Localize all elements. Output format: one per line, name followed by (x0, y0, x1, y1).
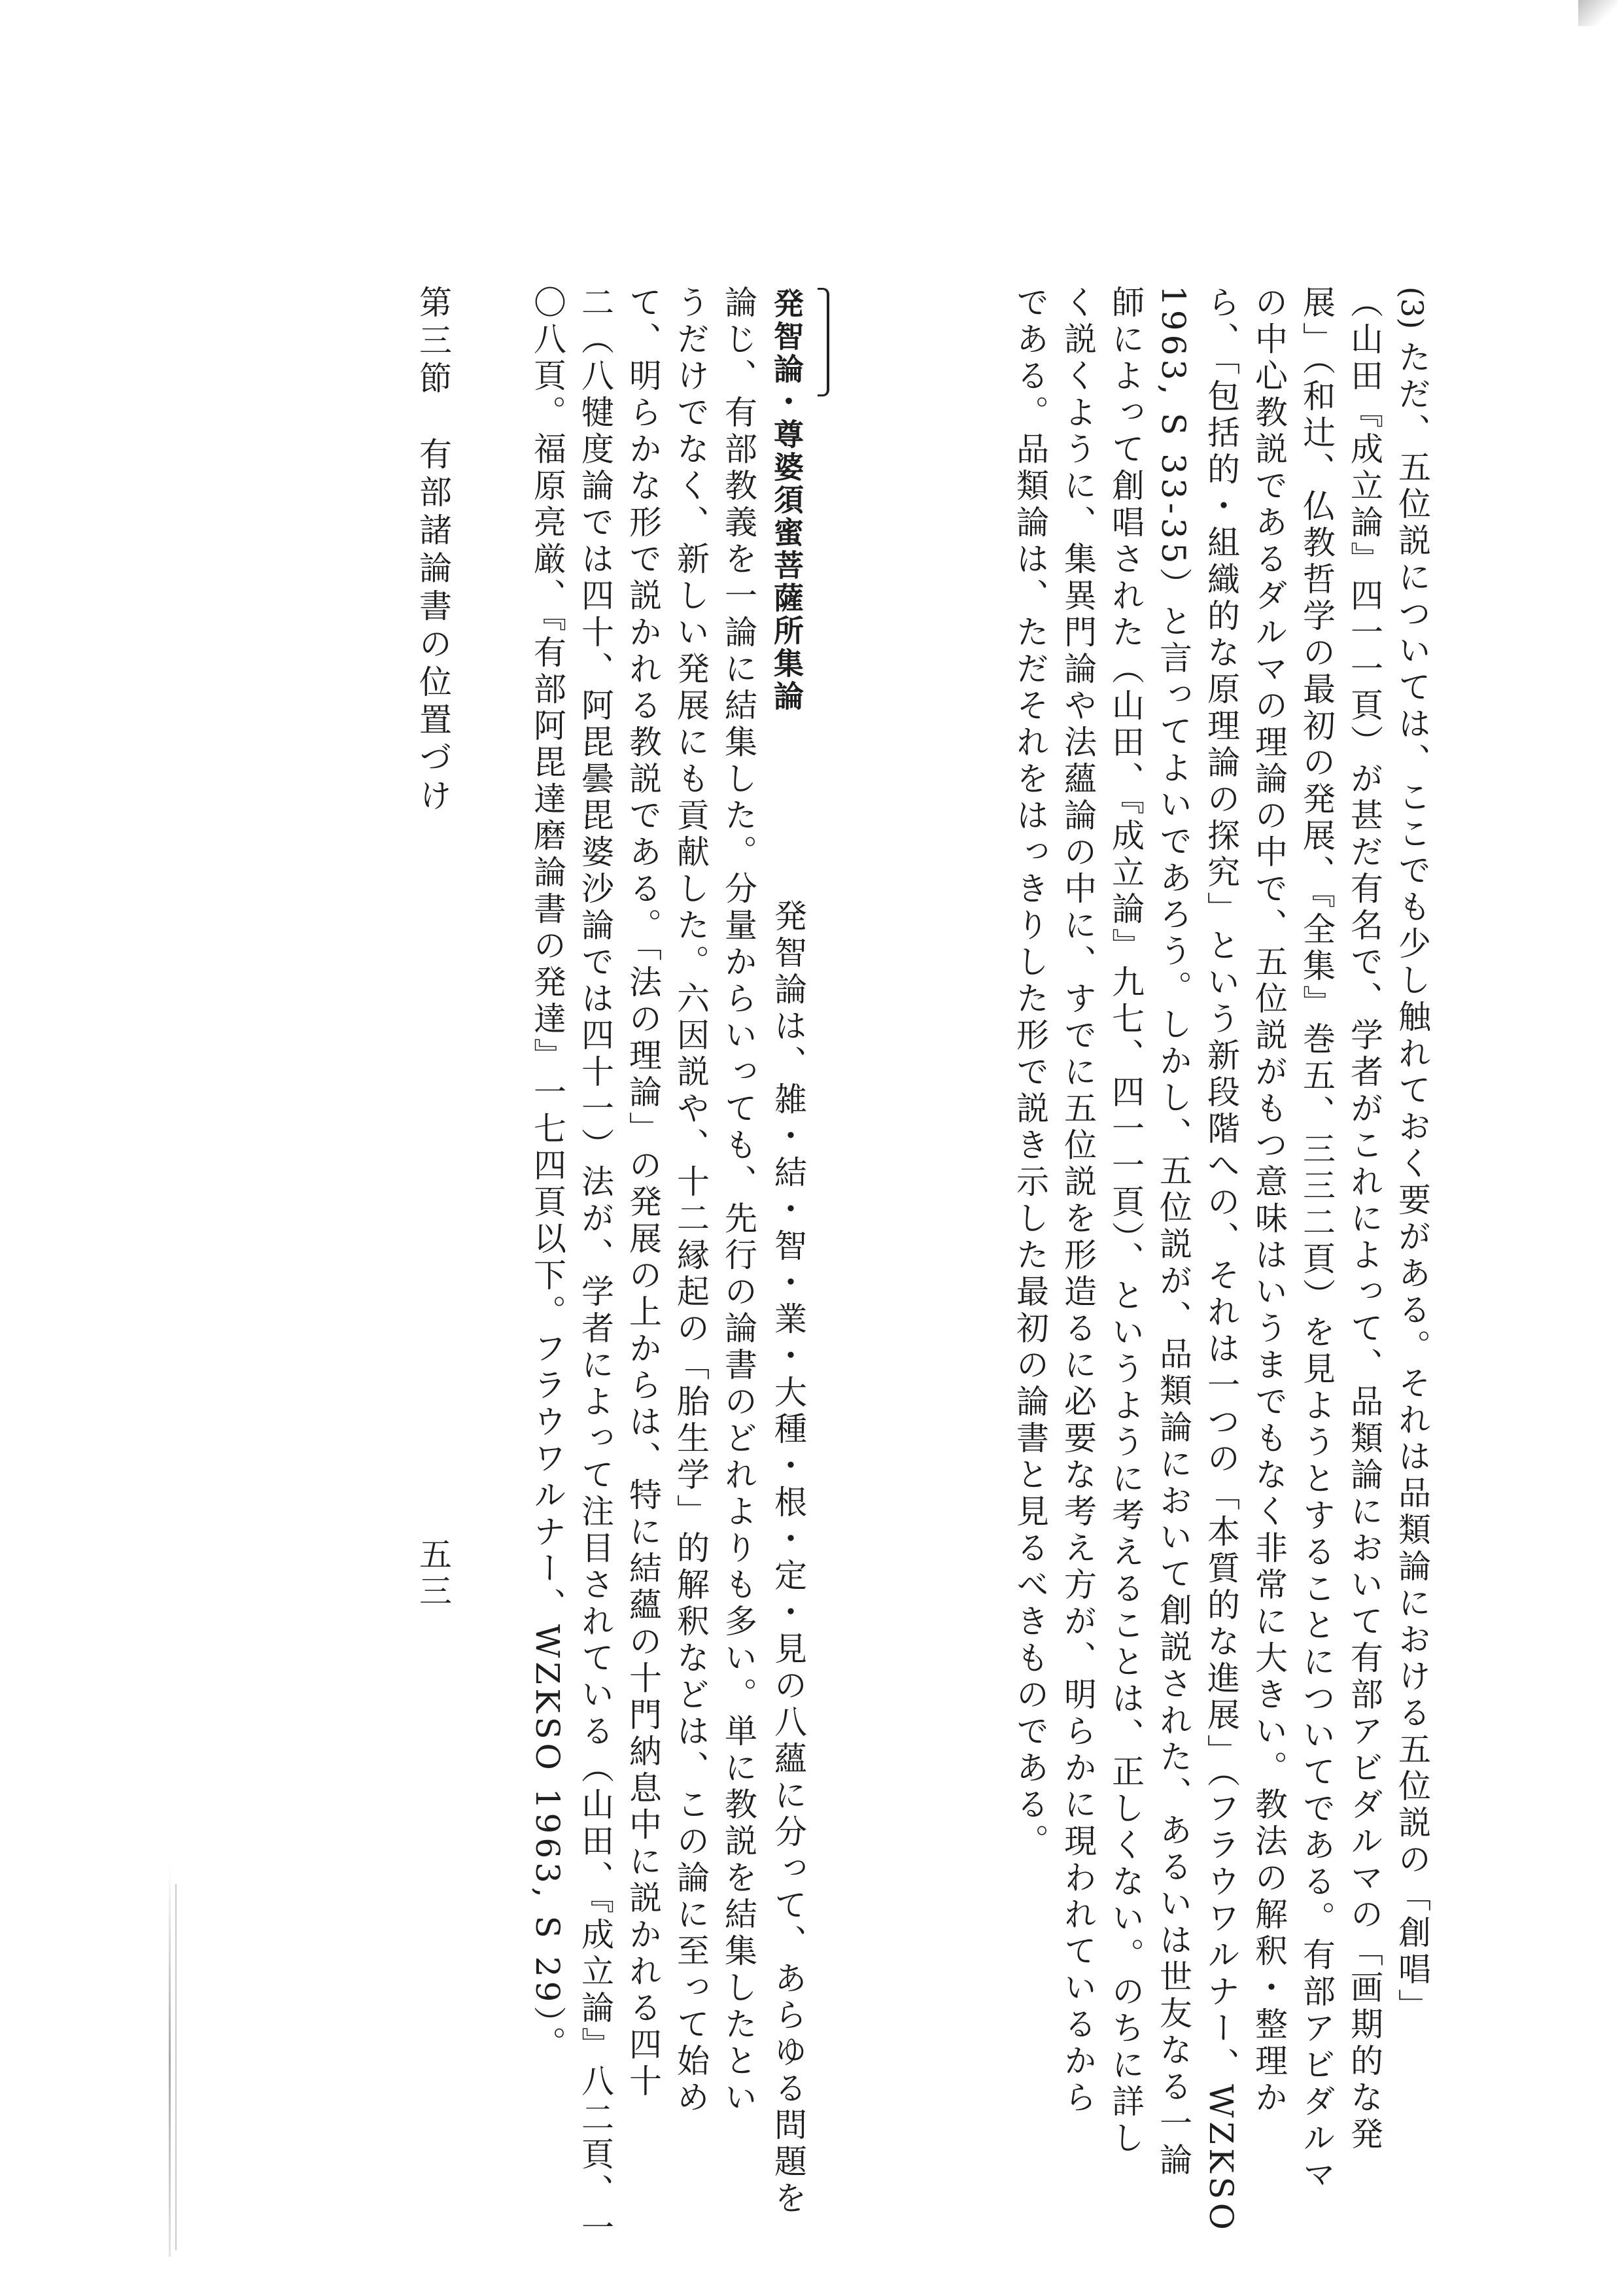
text-column-1: ただ、五位説については、ここでも少し触れておく要がある。それは品類論における五位説の「創唱」 (1393, 340, 1431, 2025)
section-bracket (818, 288, 829, 396)
text-column-8: く説くように、集異門論や法蘊論の中に、すでに五位説を形造るに必要な考え方が、明らかに現われているから (1059, 285, 1097, 2117)
text-column-5: ら、「包括的・組織的な原理論の探究」という新段階への、それは一つの「本質的な進展」（フラウワルナー、WZKSO (1202, 285, 1240, 2234)
text-column-12: うだけでなく、新しい発展にも貢献した。六因説や、十二縁起の「胎生学」的解釈などは、この論に至って始め (672, 285, 710, 2117)
text-column-7: 師によって創唱された（山田、『成立論』九七、四一一頁）、というように考えることは、正しくない。のちに詳し (1107, 285, 1145, 2157)
scan-edge-shadow (169, 1864, 171, 2257)
text-column-9: である。品類論は、ただそれをはっきりした形で説き示した最初の論書と見るべきものである。 (1011, 285, 1049, 1860)
scan-edge-line (175, 1884, 177, 2250)
text-column-6: 1963, S 33-35）と言ってよいであろう。しかし、五位説が、品類論において創説された、あるいは世友なる一論 (1154, 285, 1192, 2180)
text-column-10: 発智論は、雑・結・智・業・大種・根・定・見の八蘊に分って、あらゆる問題を (769, 752, 807, 2218)
note-number: (3) (1394, 287, 1430, 330)
text-column-2: （山田『成立論』四一一頁）が甚だ有名で、学者がこれによって、品類論において有部アビダルマの「画期的な発 (1345, 285, 1383, 2153)
scan-corner-mark (1578, 0, 1617, 26)
page-number: 五三 (414, 1537, 452, 1610)
text-column-14: 二（八犍度論では四十、阿毘曇毘婆沙論では四十一）法が、学者によって注目されている（山田、『成立論』八二頁、一 (576, 285, 614, 2247)
text-column-4: の中心教説であるダルマの理論の中で、五位説がもつ意味はいうまでもなく非常に大きい。教法の解釈・整理か (1250, 285, 1288, 2117)
text-column-15: 〇八頁。福原亮厳、『有部阿毘達磨論書の発達』一七四頁以下。フラウワルナー、WZKSO 1963, S 29）。 (528, 285, 566, 2063)
running-title: 第三節 有部諸論書の位置づけ (414, 285, 452, 816)
text-column-11: 論じ、有部教義を一論に結集した。分量からいっても、先行の論書のどれよりも多い。単に教説を結集したとい (719, 285, 757, 2117)
section-heading: 発智論・尊婆須蜜菩薩所集論 (769, 288, 804, 713)
text-column-13: て、明らかな形で説かれる教説である。「法の理論」の発展の上からは、特に結蘊の十門納息中に説かれる四十 (624, 285, 662, 2100)
text-column-3: 展」（和辻、仏教哲学の最初の発展、『全集』巻五、三三二頁）を見ようとすることについてである。有部アビダルマ (1298, 285, 1336, 2194)
